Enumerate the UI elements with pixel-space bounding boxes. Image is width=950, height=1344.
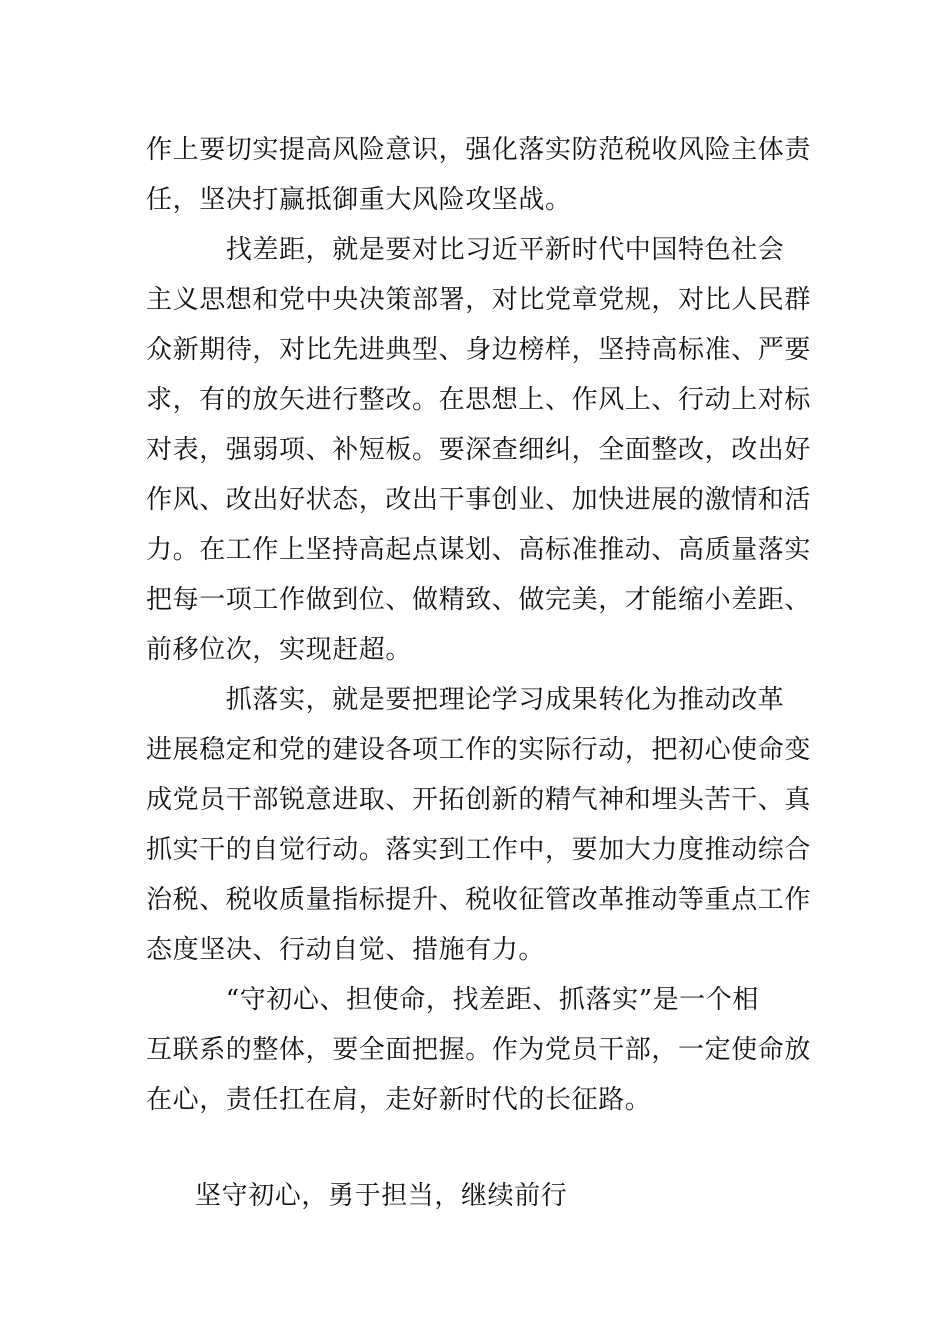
body-text-line: 求，有的放矢进行整改。在思想上、作风上、行动上对标	[146, 385, 812, 415]
body-text-line: 在心，责任扛在肩，走好新时代的长征路。	[146, 1085, 652, 1115]
body-text-line: 作风、改出好状态，改出干事创业、加快进展的激情和活	[146, 485, 812, 515]
body-text-line: 任，坚决打赢抵御重大风险攻坚战。	[146, 185, 572, 215]
body-text-line: 治税、税收质量指标提升、税收征管改革推动等重点工作	[146, 885, 812, 915]
body-text-line: 把每一项工作做到位、做精致、做完美，才能缩小差距、	[146, 585, 812, 615]
body-text-line: 前移位次，实现赶超。	[146, 635, 413, 665]
section-heading: 坚守初心，勇于担当，继续前行	[195, 1181, 568, 1211]
body-text-line: 力。在工作上坚持高起点谋划、高标准推动、高质量落实	[146, 535, 812, 565]
body-text-line: 态度坚决、行动自觉、措施有力。	[146, 935, 546, 965]
body-text-line: 抓实干的自觉行动。落实到工作中，要加大力度推动综合	[146, 835, 812, 865]
body-text-line: 抓落实，就是要把理论学习成果转化为推动改革	[146, 685, 785, 715]
body-text-line: 众新期待，对比先进典型、身边榜样，坚持高标准、严要	[146, 335, 812, 365]
body-text-line: 作上要切实提高风险意识，强化落实防范税收风险主体责	[146, 135, 812, 165]
body-text-line: 对表，强弱项、补短板。要深查细纠，全面整改，改出好	[146, 435, 812, 465]
body-text-line: 主义思想和党中央决策部署，对比党章党规，对比人民群	[146, 285, 812, 315]
body-text-line: “守初心、担使命，找差距、抓落实”是一个相	[146, 985, 759, 1015]
body-text-line: 成党员干部锐意进取、开拓创新的精气神和埋头苦干、真	[146, 785, 812, 815]
body-text-line: 找差距，就是要对比习近平新时代中国特色社会	[146, 235, 785, 265]
body-text-line: 互联系的整体，要全面把握。作为党员干部，一定使命放	[146, 1035, 812, 1065]
body-text-line: 进展稳定和党的建设各项工作的实际行动，把初心使命变	[146, 735, 812, 765]
